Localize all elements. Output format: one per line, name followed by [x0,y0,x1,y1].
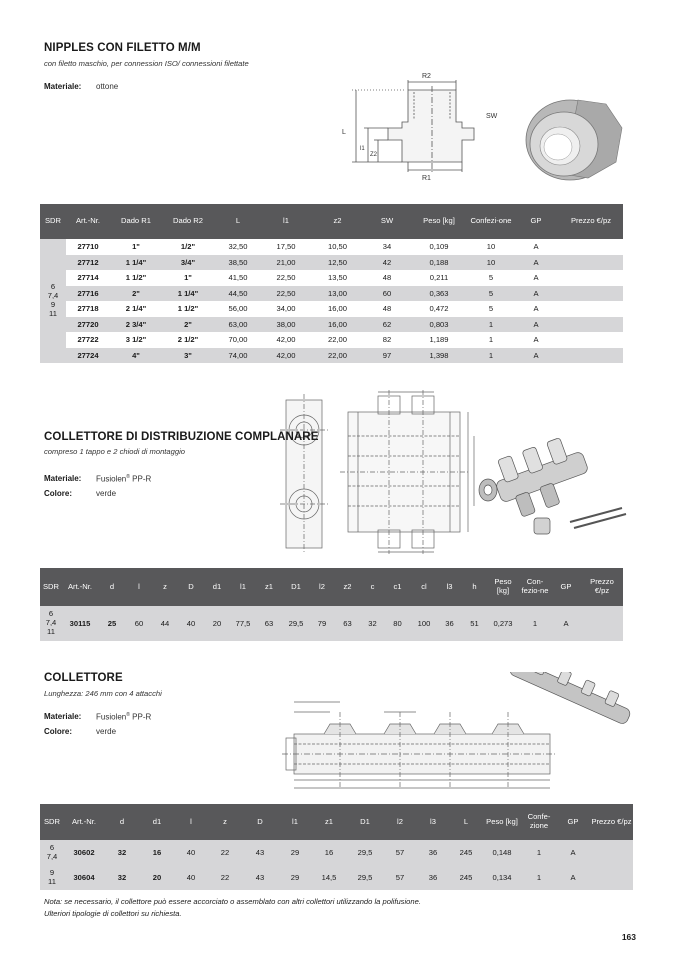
col-header: l1 [278,804,312,840]
col-header: Dado R1 [110,204,162,239]
materiale-value: ottone [96,82,119,91]
table-cell: A [513,317,559,333]
table-cell: 10 [469,239,513,255]
sdr-value: 11 [49,308,57,318]
collettore-drawing [280,672,640,794]
table-cell: 0,472 [409,301,469,317]
table-cell [581,606,623,641]
col-header: Art.-Nr. [64,804,104,840]
col-header: SDR [40,568,62,606]
table-cell: 36 [416,840,450,865]
table-cell: 22,50 [262,286,310,302]
table-cell [559,286,623,302]
table-cell: 62 [365,317,409,333]
table-cell: 27720 [66,317,110,333]
table-cell: 40 [174,840,208,865]
table-cell: 57 [384,865,416,890]
table-cell: 1 [469,317,513,333]
table-cell: 20 [204,606,230,641]
col-header: GP [551,568,581,606]
col-header: l3 [437,568,462,606]
section-subtitle-collettore: Lunghezza: 246 mm con 4 attacchi [44,689,162,698]
sdr-value: 6 [50,282,56,292]
table-cell: 2 3/4" [110,317,162,333]
table-cell: 3" [162,348,214,364]
table-cell: 44 [152,606,178,641]
col-header: SDR [40,804,64,840]
table-cell: 5 [469,286,513,302]
table-cell: A [551,606,581,641]
table-cell: 27724 [66,348,110,364]
table-cell: 1 [522,840,556,865]
table-cell: 27718 [66,301,110,317]
table-cell: 27722 [66,332,110,348]
sdr-cell [40,606,62,641]
table-cell [590,840,633,865]
table-cell: 20 [140,865,174,890]
collettore-table-header [40,804,633,840]
table-cell: A [513,286,559,302]
sdr-value: 6 [49,842,55,852]
table-cell: 16,00 [310,301,365,317]
table-cell: 1 [469,332,513,348]
table-cell: 3 1/2" [110,332,162,348]
table-cell [559,301,623,317]
table-cell: 1 [522,865,556,890]
col-header: Confe-zione [522,804,556,840]
table-cell: 13,50 [310,270,365,286]
table-cell: 1 1/4" [162,286,214,302]
table-cell: 10,50 [310,239,365,255]
sdr-cell [40,840,64,865]
table-cell: 22,50 [262,270,310,286]
colore-value: verde [96,727,117,736]
colore-label: Colore: [44,489,72,498]
table-cell: 79 [310,606,334,641]
table-cell: A [513,255,559,271]
table-cell [559,239,623,255]
table-cell: 48 [365,301,409,317]
table-cell [590,865,633,890]
col-header: z [208,804,242,840]
table-cell: A [556,865,590,890]
table-cell: 1" [162,270,214,286]
table-cell: 57 [384,840,416,865]
col-header: l3 [416,804,450,840]
dim-label-r2: R2 [422,73,431,80]
col-header: z2 [310,204,365,239]
collettore-complanare-drawing [274,386,634,558]
table-cell: 0,211 [409,270,469,286]
col-header: z1 [256,568,282,606]
table-cell: 40 [178,606,204,641]
col-header: l2 [384,804,416,840]
table-cell: 1 1/2" [110,270,162,286]
table-row [40,606,623,641]
col-header: D1 [346,804,384,840]
table-cell: 43 [242,840,278,865]
nipple-3d-render [526,100,622,180]
table-row [40,332,623,348]
col-header: d1 [140,804,174,840]
table-row [40,270,623,286]
col-header: Peso [kg] [487,568,519,606]
collettore-table [40,804,633,890]
table-cell [559,332,623,348]
dim-label-l1: l1 [360,146,365,152]
table-cell: 4" [110,348,162,364]
nipples-table-header [40,204,623,239]
materiale-label: Materiale: [44,474,82,483]
table-cell: 48 [365,270,409,286]
table-cell: A [513,332,559,348]
dim-label-l: L [342,129,346,136]
colore-row-complanare [44,489,116,498]
table-cell: 2 1/2" [162,332,214,348]
nipple-technical-drawing [338,70,638,188]
sdr-value: 11 [47,626,55,636]
materiale-row-complanare [44,474,151,484]
table-cell: 63,00 [214,317,262,333]
materiale-row-collettore [44,712,151,722]
col-header: cl [411,568,437,606]
table-cell: 0,109 [409,239,469,255]
table-cell: 0,134 [482,865,522,890]
complanare-table-header [40,568,623,606]
col-header: l [126,568,152,606]
col-header: h [462,568,487,606]
table-cell: 22 [208,840,242,865]
sdr-value: 7,4 [46,851,58,861]
note-line: Ulteriori tipologie di collettori su richiesta. [44,909,182,918]
table-cell: 60 [126,606,152,641]
colore-row-collettore [44,727,116,736]
table-cell: 1/2" [162,239,214,255]
sdr-value: 9 [50,300,56,309]
table-cell: 16 [312,840,346,865]
table-cell: 16 [140,840,174,865]
table-cell: 27712 [66,255,110,271]
col-header: Con-fezio-ne [519,568,551,606]
table-cell: 82 [365,332,409,348]
table-row [40,317,623,333]
table-cell: 1 [519,606,551,641]
col-header: Prezzo €/pz [581,568,623,606]
table-cell: 0,803 [409,317,469,333]
col-header: L [214,204,262,239]
table-cell: 41,50 [214,270,262,286]
col-header: c1 [384,568,411,606]
col-header: Prezzo €/pz [559,204,623,239]
colore-value: verde [96,489,117,498]
table-cell: 14,5 [312,865,346,890]
table-cell: 30604 [64,865,104,890]
table-cell: 100 [411,606,437,641]
note-line: Nota: se necessario, il collettore può essere accorciato o assemblato con altri collettori utilizzando la polifusione. [44,897,421,906]
sdr-value: 6 [48,609,54,619]
table-cell [559,317,623,333]
table-cell: 80 [384,606,411,641]
table-cell: 77,5 [230,606,256,641]
table-cell: 29,5 [346,865,384,890]
table-cell [559,255,623,271]
table-cell: 5 [469,270,513,286]
table-cell: 32 [104,840,140,865]
table-cell: 42,00 [262,332,310,348]
table-cell: 32 [104,865,140,890]
table-cell: 245 [450,865,482,890]
table-cell: 63 [256,606,282,641]
collettore-note [44,896,421,920]
col-header: Dado R2 [162,204,214,239]
table-cell: 36 [416,865,450,890]
table-cell: 0,148 [482,840,522,865]
table-cell: 1,398 [409,348,469,364]
table-row [40,840,633,865]
col-header: z2 [334,568,361,606]
table-cell: 1,189 [409,332,469,348]
col-header: Prezzo €/pz [590,804,633,840]
table-cell: 1" [110,239,162,255]
table-cell: 38,00 [262,317,310,333]
table-cell: 27714 [66,270,110,286]
table-row [40,239,623,255]
table-cell: 0,188 [409,255,469,271]
table-cell: 38,50 [214,255,262,271]
table-row [40,301,623,317]
table-cell: 56,00 [214,301,262,317]
table-cell: 97 [365,348,409,364]
materiale-label: Materiale: [44,712,82,721]
table-cell: A [513,348,559,364]
page-number: 163 [621,932,636,942]
col-header: c [361,568,384,606]
table-cell: 0,363 [409,286,469,302]
table-cell: 42,00 [262,348,310,364]
section-title-nipples: NIPPLES CON FILETTO M/M [44,42,201,54]
table-cell: 2 1/4" [110,301,162,317]
table-cell [559,348,623,364]
table-cell: 12,50 [310,255,365,271]
dim-label-r1: R1 [422,175,431,182]
table-cell: 2" [110,286,162,302]
table-cell: 42 [365,255,409,271]
table-cell: A [513,239,559,255]
col-header: d1 [204,568,230,606]
table-cell [559,270,623,286]
col-header: SDR [40,204,66,239]
table-cell: 16,00 [310,317,365,333]
table-cell: 245 [450,840,482,865]
collettore-complanare-3d-render [479,438,626,534]
table-cell: 40 [174,865,208,890]
table-cell: 13,00 [310,286,365,302]
table-cell: 74,00 [214,348,262,364]
col-header: l2 [310,568,334,606]
section-title-complanare: COLLETTORE DI DISTRIBUZIONE COMPLANARE [44,431,319,443]
materiale-value: Fusiolen® PP-R [96,712,152,722]
dim-label-sw: SW [486,113,498,120]
col-header: SW [365,204,409,239]
table-cell: 21,00 [262,255,310,271]
table-cell: 34,00 [262,301,310,317]
complanare-table [40,568,623,641]
table-cell: 10 [469,255,513,271]
table-cell: 51 [462,606,487,641]
col-header: Art.-Nr. [62,568,98,606]
col-header: GP [556,804,590,840]
col-header: D [178,568,204,606]
table-cell: 29,5 [282,606,310,641]
table-cell: 27716 [66,286,110,302]
table-cell: 3/4" [162,255,214,271]
table-cell: 32 [361,606,384,641]
table-cell: 44,50 [214,286,262,302]
table-cell: 30602 [64,840,104,865]
materiale-value: Fusiolen® PP-R [96,474,152,484]
table-row [40,286,623,302]
table-cell: 60 [365,286,409,302]
col-header: d [98,568,126,606]
table-cell: 63 [334,606,361,641]
col-header: Peso [kg] [409,204,469,239]
table-cell: 30115 [62,606,98,641]
collettore-3d-render [508,672,631,725]
table-cell: 22,00 [310,348,365,364]
table-cell: A [513,270,559,286]
table-cell: 34 [365,239,409,255]
sdr-value: 7,4 [45,618,57,628]
col-header: z [152,568,178,606]
table-cell: 29 [278,865,312,890]
table-cell: A [556,840,590,865]
table-cell: 1 [469,348,513,364]
table-cell: 0,273 [487,606,519,641]
sdr-cell [40,865,64,890]
table-cell: 17,50 [262,239,310,255]
table-cell: 43 [242,865,278,890]
materiale-label: Materiale: [44,82,82,91]
col-header: l [174,804,208,840]
col-header: l1 [230,568,256,606]
table-row [40,255,623,271]
table-cell: 32,50 [214,239,262,255]
table-cell: 1 1/2" [162,301,214,317]
table-row [40,348,623,364]
col-header: GP [513,204,559,239]
table-row [40,865,633,890]
table-cell: 25 [98,606,126,641]
table-cell: 5 [469,301,513,317]
section-subtitle-complanare: compreso 1 tappo e 2 chiodi di montaggio [44,447,185,456]
sdr-value: 9 [49,867,55,877]
col-header: Art.-Nr. [66,204,110,239]
col-header: l1 [262,204,310,239]
sdr-value: 11 [48,876,56,886]
col-header: Confezi-one [469,204,513,239]
sdr-cell [40,239,66,363]
nipples-table [40,204,623,363]
col-header: L [450,804,482,840]
col-header: Peso [kg] [482,804,522,840]
col-header: z1 [312,804,346,840]
table-cell: 29,5 [346,840,384,865]
table-cell: 2" [162,317,214,333]
col-header: D [242,804,278,840]
table-cell: 29 [278,840,312,865]
section-subtitle-nipples: con filetto maschio, per connession ISO/ connessioni filettate [44,59,249,68]
col-header: d [104,804,140,840]
section-title-collettore: COLLETTORE [44,672,123,684]
table-cell: 22 [208,865,242,890]
table-cell: 22,00 [310,332,365,348]
table-cell: 70,00 [214,332,262,348]
table-cell: 1 1/4" [110,255,162,271]
table-cell: 36 [437,606,462,641]
materiale-row-nipples [44,82,118,91]
dim-label-z2: Z2 [370,152,378,158]
table-cell: 27710 [66,239,110,255]
col-header: D1 [282,568,310,606]
table-cell: A [513,301,559,317]
colore-label: Colore: [44,727,72,736]
sdr-value: 7,4 [47,291,59,301]
